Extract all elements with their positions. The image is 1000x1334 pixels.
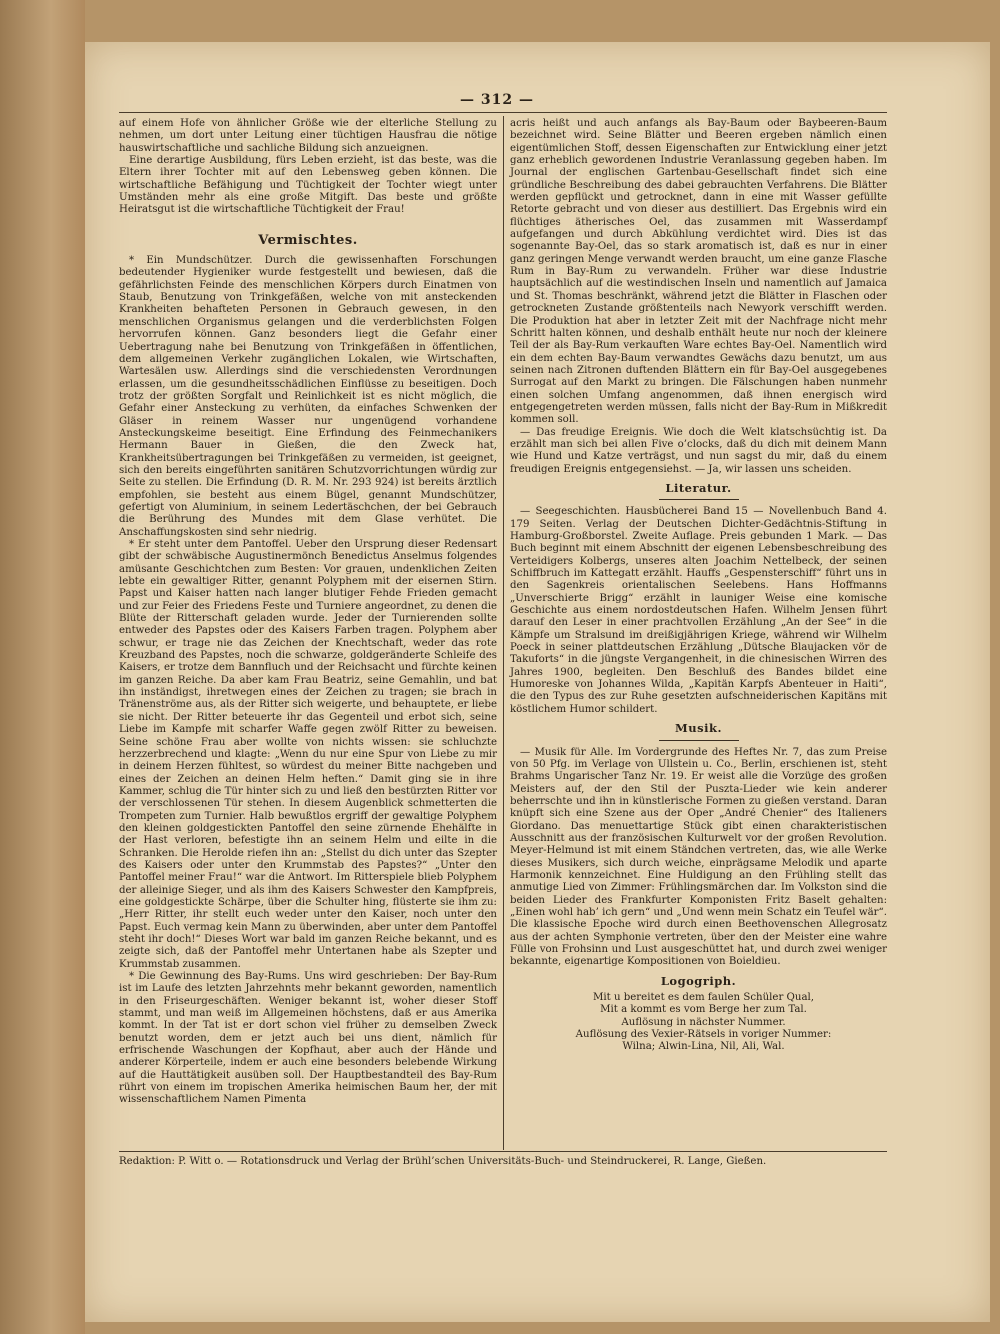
logogriph-line: Mit u bereitet es dem faulen Schüler Qual, [592, 992, 815, 1004]
intro-paragraph: Eine derartige Ausbildung, fürs Leben erzieht, ist das beste, was die Eltern ihrer Tochter mit auf den Lebensweg geben können. Die wirtschaftliche Befähigung und Tüchtigkeit der Tochter wiegt unter Umständen mehr als eine große Mitgift. Das beste und größte Heiratsgut ist die wirtschaftliche Tüchtigkeit der Frau! [119, 155, 497, 216]
imprint-footer: Redaktion: P. Witt o. — Rotationsdruck und Verlag der Brühl’schen Universitäts-Buch- und Steindruckerei, R. Lange, Gießen. [119, 1156, 767, 1167]
heading-divider [659, 499, 739, 500]
article-freudiges-ereignis: — Das freudige Ereignis. Wie doch die Welt klatschsüchtig ist. Da erzählt man sich bei allen Five o’clocks, daß du dich mit deinem Mann wie Hund und Katze verträgst, und nun sagst du mir, daß du einem freudigen Ereignis entgegensiehst. — Ja, wir lassen uns scheiden. [510, 426, 887, 475]
section-heading-vermischtes: Vermischtes. [258, 232, 358, 248]
logogriph-line: Mit a kommt es vom Berge her zum Tal. [600, 1004, 807, 1016]
puzzle-solution-text: Wilna; Alwin-Lina, Nil, Ali, Wal. [622, 1041, 785, 1053]
article-bay-rum: * Die Gewinnung des Bay-Rums. Uns wird geschrieben: Der Bay-Rum ist im Laufe des letzten Jahrzehnts mehr bekannt geworden, namentlich in den Friseurgeschäften. Weniger bekannt ist, woher dieser Stoff stammt, und man weiß im Allgemeinen höchstens, daß er aus Amerika kommt. In der Tat ist er dort schon viel früher zu demselben Zweck benutzt worden, dem er jetzt auch bei uns dient, nämlich für erfrischende Waschungen der Kopfhaut, aber auch der Hände und anderer Körperteile, indem er auch eine besonders belebende Wirkung auf die Hauttätigkeit ausüben soll. Der Hauptbestandteil des Bay-Rum rührt von einem im tropischen Amerika heimischen Baum her, der mit wissenschaftlichem Namen Pimenta [119, 971, 497, 1106]
article-bay-rum-continued: acris heißt und auch anfangs als Bay-Baum oder Baybeeren-Baum bezeichnet wird. Seine Blätter und Beeren ergeben nämlich einen eigentümlichen Stoff, dessen Eigenschaften zur Entwicklung einer jetzt ganz erheblich gewordenen Industrie Veranlassung gegeben haben. Im Journal der englischen Gartenbau-Gesellschaft findet sich eine gründliche Beschreibung des dabei gebrauchten Verfahrens. Die Blätter werden gepflückt und getrocknet, dann in eine mit Wasser gefüllte Retorte gebracht und von dieser aus destilliert. Das Ergebnis wird ein flüchtiges ätherisches Oel, das zusammen mit Wasserdampf aufgefangen und durch Abkühlung verdichtet wird. Dies ist das sogenannte Bay-Oel, das so stark aromatisch ist, daß es nur in einer ganz geringen Menge verwandt werden braucht, um eine ganze Flasche Rum in Bay-Rum zu verwandeln. Früher war diese Industrie hauptsächlich auf die westindischen Inseln und namentlich auf Jamaica und St. Thomas beschränkt, während jetzt die Blätter in Flaschen oder getrockneten Zustande größtenteils nach Newyork verschifft werden. Die Produktion hat aber in letzter Zeit mit der Nachfrage nicht mehr Schritt halten können, und deshalb enthält heute nur noch der kleinere Teil der als Bay-Rum verkauften Ware echtes Bay-Oel. Namentlich wird ein dem echten Bay-Baum verwandtes Gewächs dazu benutzt, um aus seinen nach Zitronen duftenden Blättern ein für Bay-Oel ausgegebenes Surrogat auf den Markt zu bringen. Die Fälschungen haben nunmehr einen solchen Umfang angenommen, daß ihnen energisch wird entgegengetreten werden müssen, falls nicht der Bay-Rum in Mißkredit kommen soll. [510, 118, 887, 426]
heading-divider [659, 740, 739, 741]
right-column [510, 118, 887, 1054]
page-number: — 312 — [460, 92, 534, 108]
intro-paragraph: auf einem Hofe von ähnlicher Größe wie der elterliche Stellung zu nehmen, um dort unter Leitung einer tüchtigen Hausfrau die nötige hauswirtschaftliche und sachliche Bildung sich anzueignen. [119, 118, 497, 154]
section-heading-literatur: Literatur. [665, 480, 732, 495]
column-divider [503, 116, 504, 1150]
logogriph-line: Auflösung in nächster Nummer. [621, 1016, 786, 1028]
article-mundschuetzer: * Ein Mundschützer. Durch die gewissenhaften Forschungen bedeutender Hygieniker wurde festgestellt und bewiesen, daß die gefährlichsten Feinde des menschlichen Körpers durch Einatmen von Staub, Benutzung von Trinkgefäßen, welche von mit ansteckenden Krankheiten behafteten Personen in Gebrauch gewesen, in den menschlichen Organismus gelangen und die verderblichsten Folgen hervorrufen können. Ganz besonders liegt die Gefahr einer Uebertragung nahe bei Benutzung von Trinkgefäßen in öffentlichen, dem allgemeinen Verkehr zugänglichen Lokalen, wie Wirtschaften, Wartesälen usw. Allerdings sind die verschiedensten Verordnungen erlassen, um die gesundheitsschädlichen Einflüsse zu beseitigen. Doch trotz der größten Sorgfalt und Reinlichkeit ist es nicht möglich, die Gefahr einer Ansteckung zu verhüten, da einfaches Schwenken der Gläser in reinem Wasser nur ungenügend vorhandene Ansteckungskeime beseitigt. Eine Erfindung des Feinmechanikers Hermann Bauer in Gießen, die den Zweck hat, Krankheitsübertragungen bei Trinkgefäßen zu vermeiden, ist geeignet, sich den bereits eingeführten sanitären Schutzvorrichtungen würdig zur Seite zu stellen. Die Erfindung (D. R. M. Nr. 293 924) ist bereits ärztlich empfohlen, sie besteht aus einem Bügel, genannt Mundschützer, gefertigt von Aluminium, in seinem Ledertäschchen, der bei Gebrauch die Berührung des Mundes mit dem Glase verhütet. Die Anschaffungskosten sind sehr niedrig. [119, 255, 497, 538]
literatur-review: — Seegeschichten. Hausbücherei Band 15 — Novellenbuch Band 4. 179 Seiten. Verlag der Deutschen Dichter-Gedächtnis-Stiftung in Hamburg-Großborstel. Zweite Auflage. Preis gebunden 1 Mark. — Das Buch beginnt mit einem Abschnitt der eigenen Lebensbeschreibung des Verteidigers Kolbergs, unseres alten Joachim Nettelbeck, der seinen Schiffbruch im Kattegatt erzählt. Hauffs „Gespensterschiff“ führt uns in den Sagenkreis orientalischen Seelebens. Hans Hoffmanns „Unverschierte Brigg“ erzählt in launiger Weise eine komische Geschichte aus einem nordostdeutschen Hafen. Wilhelm Jensen führt darauf den Leser in einer prachtvollen Erzählung „An der See“ in die Kämpfe um Stralsund im dreißigjährigen Kriege, während wir Wilhelm Poeck in seiner plattdeutschen Erzählung „Dütsche Blaujacken vör de Takuforts“ in die jüngste Vergangenheit, in die chinesischen Wirren des Jahres 1900, begleiten. Den Beschluß des Bandes bildet eine Humoreske von Johannes Wilda, „Kapitän Karpfs Abenteuer in Haiti“, die den Typus des zur Ruhe gesetzten aufschneiderischen Kapitäns mit köstlichem Humor schildert. [510, 506, 887, 715]
article-pantoffel: * Er steht unter dem Pantoffel. Ueber den Ursprung dieser Redensart gibt der schwäbische Augustinermönch Benedictus Anselmus folgendes amüsante Geschichtchen zum Besten: Vor grauen, undenklichen Zeiten lebte ein gewaltiger Ritter, genannt Polyphem mit der eisernen Stirn. Papst und Kaiser hatten nach langer blutiger Fehde Frieden gemacht und zur Feier des Friedens Feste und Turniere angeordnet, zu denen die Blüte der Ritterschaft geladen wurde. Jeder der Turnierenden sollte entweder des Papstes oder des Kaisers Farben tragen. Polyphem aber schwur, er trage nie das Zeichen der Knechtschaft, weder das rote Kreuzband des Papstes, noch die schwarze, goldgeränderte Schleife des Kaisers, er trotze dem Bannfluch und der Reichsacht und fürchte keinen im ganzen Reiche. Da aber kam Frau Beatriz, seine Gemahlin, und bat ihn inständigst, ihretwegen eines der Zeichen zu tragen; sie brach in Tränenströme aus, als der Ritter sich weigerte, und behauptete, er liebe sie nicht. Der Ritter beteuerte ihr das Gegenteil und erbot sich, seine Liebe im Kampfe mit scharfer Waffe gegen zwölf Ritter zu beweisen. Seine schöne Frau aber wollte von nichts wissen: sie schluchzte herzzerbrechend und klagte: „Wenn du nur eine Spur von Liebe zu mir in deinem Herzen fühltest, so würdest du meiner Bitte nachgeben und eines der Zeichen an deinen Helm heften.“ Damit ging sie in ihre Kammer, schlug die Tür hinter sich zu und ließ den bestürzten Ritter vor der verschlossenen Tür stehen. In diesem Augenblick schmetterten die Trompeten zum Turnier. Halb bewußtlos ergriff der gewaltige Polyphem den kleinen goldgestickten Pantoffel den seine zürnende Ehehälfte in der Hast verloren, befestigte ihn an seinem Helm und eilte in die Schranken. Die Herolde riefen ihn an: „Stellst du dich unter das Szepter des Kaisers oder unter den Krummstab des Papstes?“ „Unter den Pantoffel meiner Frau!“ war die Antwort. Im Ritterspiele blieb Polyphem der alleinige Sieger, und als ihm des Kaisers Schwester den Kampfpreis, eine goldgestickte Schärpe, über die Schulter hing, flüsterte sie ihm zu: „Herr Ritter, ihr stellt euch weder unter den Kaiser, noch unter den Papst. Euch vermag kein Mann zu überwinden, aber unter dem Pantoffel steht ihr doch!“ Dieses Wort war bald im ganzen Reiche bekannt, und es zeigte sich, daß der Pantoffel mehr Untertanen habe als Szepter und Krummstab zusammen. [119, 539, 497, 970]
footer-rule [119, 1151, 887, 1152]
section-heading-logogriph: Logogriph. [660, 973, 737, 988]
musik-review: — Musik für Alle. Im Vordergrunde des Heftes Nr. 7, das zum Preise von 50 Pfg. im Verlage von Ullstein u. Co., Berlin, erschienen ist, steht Brahms Ungarischer Tanz Nr. 19. Er weist alle die Vorzüge des großen Meisters auf, der den Stil der Puszta-Lieder wie kein anderer beherrschte und ihn in künstlerische Formen zu gießen verstand. Daran knüpft sich eine Szene aus der Oper „André Chenier“ des Italieners Giordano. Das menuettartige Stück gibt einen charakteristischen Ausschnitt aus der französischen Kulturwelt vor der großen Revolution. Meyer-Helmund ist mit einem Ständchen vertreten, das, wie alle Werke dieses Musikers, sich durch weiche, einprägsame Melodik und aparte Harmonik kennzeichnet. Eine Huldigung an den Frühling stellt das anmutige Lied von Zimmer: Frühlingsmärchen dar. Im Volkston sind die beiden Lieder des Frankfurter Komponisten Fritz Baselt gehalten: „Einen wohl hab’ ich gern“ und „Und wenn mein Schatz ein Teufel wär“. Die klassische Epoche wird durch einen Beethovenschen Allegrosatz aus der achten Symphonie vertreten, über den der Meister eine wahre Fülle von Frohsinn und Lust ausgeschüttet hat, und durch zwei weniger bekannte, eigenartige Kompositionen von Boieldieu. [510, 746, 887, 968]
section-heading-musik: Musik. [675, 721, 722, 736]
book-spine [0, 0, 85, 1334]
puzzle-solution-title: Auflösung des Vexier-Rätsels in voriger Nummer: [575, 1029, 832, 1041]
left-column [119, 118, 497, 1107]
top-rule [119, 112, 887, 113]
